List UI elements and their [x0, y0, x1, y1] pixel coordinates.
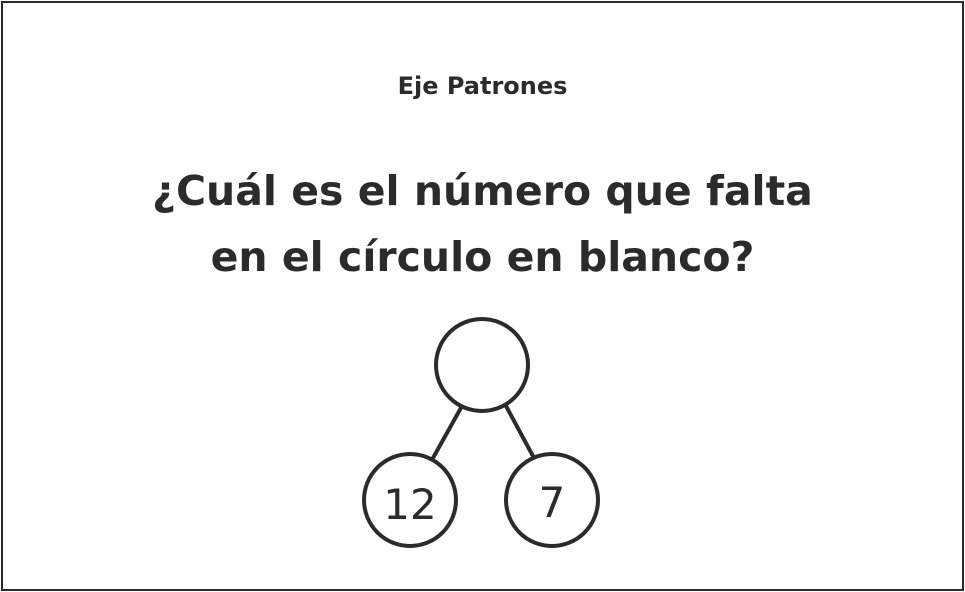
- right-node-label: 7: [538, 478, 566, 527]
- question-line-2: en el círculo en blanco?: [210, 233, 755, 281]
- left-connector-line: [433, 406, 462, 458]
- left-node-label: 12: [383, 480, 437, 529]
- top-blank-circle: [436, 319, 528, 411]
- subtitle: Eje Patrones: [397, 72, 568, 100]
- question-line-1: ¿Cuál es el número que falta: [152, 167, 813, 215]
- right-connector-line: [506, 406, 534, 458]
